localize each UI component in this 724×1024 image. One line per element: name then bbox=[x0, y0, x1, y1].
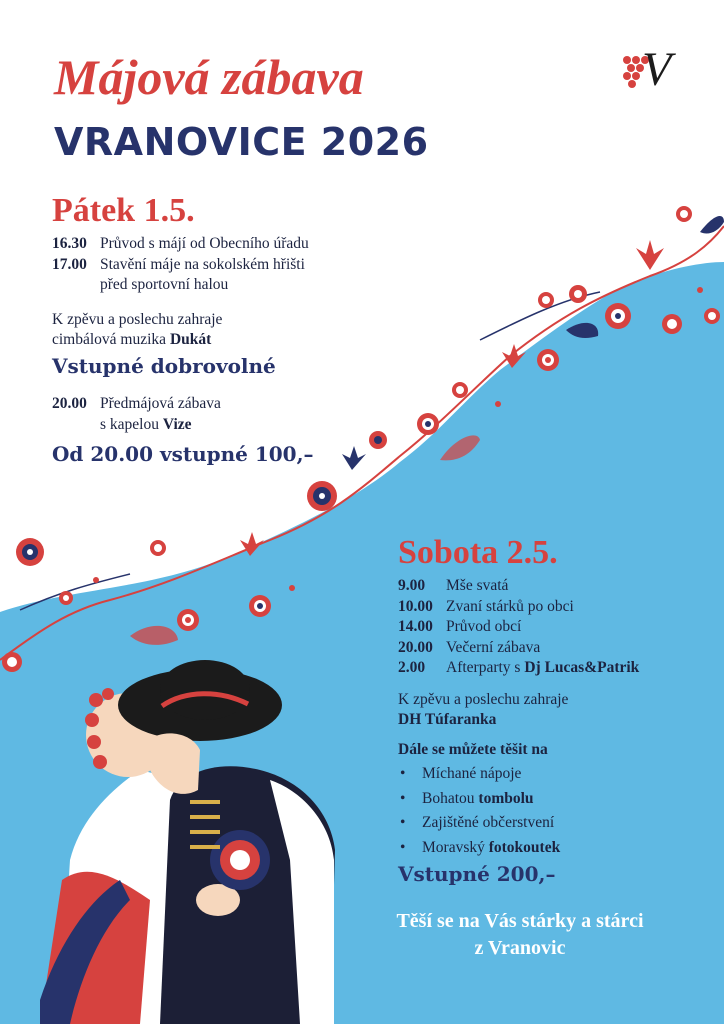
logo-letter: V bbox=[642, 43, 672, 96]
bullet-icon: • bbox=[400, 838, 406, 856]
flower-12 bbox=[605, 303, 631, 329]
friday-entry-free: Vstupné dobrovolné bbox=[52, 354, 276, 378]
bullet-icon: • bbox=[400, 765, 406, 782]
flower-13 bbox=[662, 314, 682, 334]
music-line: K zpěvu a poslechu zahraje bbox=[52, 311, 223, 328]
schedule-row bbox=[52, 394, 221, 435]
tulip-3 bbox=[342, 446, 366, 470]
flower-10 bbox=[537, 349, 559, 371]
logo bbox=[620, 43, 676, 104]
dj-name: Dj Lucas&Patrik bbox=[524, 659, 640, 676]
extras-heading: Dále se můžete těšit na bbox=[398, 741, 548, 758]
list-item bbox=[398, 811, 560, 836]
item-text: Moravský bbox=[422, 838, 489, 856]
item-bold: fotokoutek bbox=[488, 838, 561, 856]
closing-line: Těší se na Vás stárky a stárci bbox=[396, 910, 644, 932]
flower-7 bbox=[369, 431, 387, 449]
schedule-time: 20.00 bbox=[398, 638, 433, 656]
music-line: K zpěvu a poslechu zahraje bbox=[398, 691, 569, 708]
item-bold: tombolu bbox=[478, 789, 534, 807]
activity-line: s kapelou bbox=[100, 415, 163, 433]
saturday-heading: Sobota 2.5. bbox=[398, 534, 558, 571]
flower-6 bbox=[2, 652, 22, 672]
schedule-activity: Průvod obcí bbox=[446, 618, 522, 635]
friday-music-info bbox=[52, 310, 222, 350]
schedule-time: 9.00 bbox=[398, 577, 426, 594]
activity-text: Afterparty s bbox=[446, 659, 525, 676]
closing-message bbox=[350, 908, 690, 962]
schedule-time: 14.00 bbox=[398, 618, 433, 635]
item-text: Bohatou bbox=[422, 789, 479, 807]
event-title: Májová zábava bbox=[54, 49, 364, 105]
saturday-schedule bbox=[398, 576, 639, 679]
flower-17 bbox=[59, 591, 73, 605]
bullet-icon: • bbox=[400, 814, 406, 831]
tulip-1 bbox=[636, 240, 664, 270]
schedule-time: 2.00 bbox=[398, 659, 426, 676]
event-subtitle: VRANOVICE 2026 bbox=[54, 120, 429, 164]
schedule-activity: Mše svatá bbox=[446, 577, 509, 594]
music-line: cimbálová muzika bbox=[52, 331, 170, 348]
flower-16 bbox=[569, 285, 587, 303]
activity-line: Předmájová zábava bbox=[100, 395, 221, 412]
schedule-time: 20.00 bbox=[52, 395, 87, 412]
flower-8 bbox=[417, 413, 439, 435]
flower-14 bbox=[676, 206, 692, 222]
flower-4 bbox=[177, 609, 199, 631]
flower-3 bbox=[249, 595, 271, 617]
schedule-row bbox=[398, 638, 639, 659]
friday-evening bbox=[52, 394, 221, 435]
list-item bbox=[398, 836, 560, 861]
list-item bbox=[398, 762, 560, 787]
schedule-activity bbox=[100, 255, 305, 296]
flower-15 bbox=[704, 308, 720, 324]
friday-schedule bbox=[52, 234, 309, 296]
schedule-activity: Večerní zábava bbox=[446, 638, 541, 656]
schedule-time: 10.00 bbox=[398, 597, 433, 615]
schedule-activity: Zvaní stárků po obci bbox=[446, 597, 574, 615]
schedule-row bbox=[398, 617, 639, 638]
schedule-row bbox=[52, 255, 309, 296]
saturday-entry-fee: Vstupné 200,– bbox=[398, 862, 556, 886]
schedule-row bbox=[398, 658, 639, 679]
flower-11 bbox=[538, 292, 554, 308]
activity-line: před sportovní halou bbox=[100, 276, 229, 293]
bullet-icon: • bbox=[400, 789, 406, 807]
item-text: Zajištěné občerstvení bbox=[422, 814, 555, 831]
schedule-time: 17.00 bbox=[52, 255, 87, 273]
list-item bbox=[398, 787, 560, 812]
friday-heading: Pátek 1.5. bbox=[52, 192, 195, 229]
flower-5 bbox=[150, 540, 166, 556]
extras-list bbox=[398, 762, 560, 860]
flower-1 bbox=[16, 538, 44, 566]
band-name: Dukát bbox=[169, 331, 212, 348]
schedule-row bbox=[52, 234, 309, 255]
schedule-activity bbox=[446, 658, 639, 679]
band-name: Vize bbox=[162, 415, 192, 433]
band-name: DH Túfaranka bbox=[398, 711, 497, 728]
item-text: Míchané nápoje bbox=[422, 765, 522, 782]
friday-entry-fee: Od 20.00 vstupné 100,– bbox=[52, 442, 314, 466]
flower-2 bbox=[307, 481, 337, 511]
schedule-time: 16.30 bbox=[52, 235, 87, 252]
schedule-row bbox=[398, 597, 639, 618]
closing-line: z Vranovic bbox=[474, 937, 566, 959]
saturday-music-info bbox=[398, 690, 568, 730]
flower-9 bbox=[452, 382, 468, 398]
schedule-row bbox=[398, 576, 639, 597]
schedule-activity: Průvod s májí od Obecního úřadu bbox=[100, 235, 309, 252]
schedule-activity bbox=[100, 394, 221, 435]
activity-line: Stavění máje na sokolském hřišti bbox=[100, 255, 305, 273]
